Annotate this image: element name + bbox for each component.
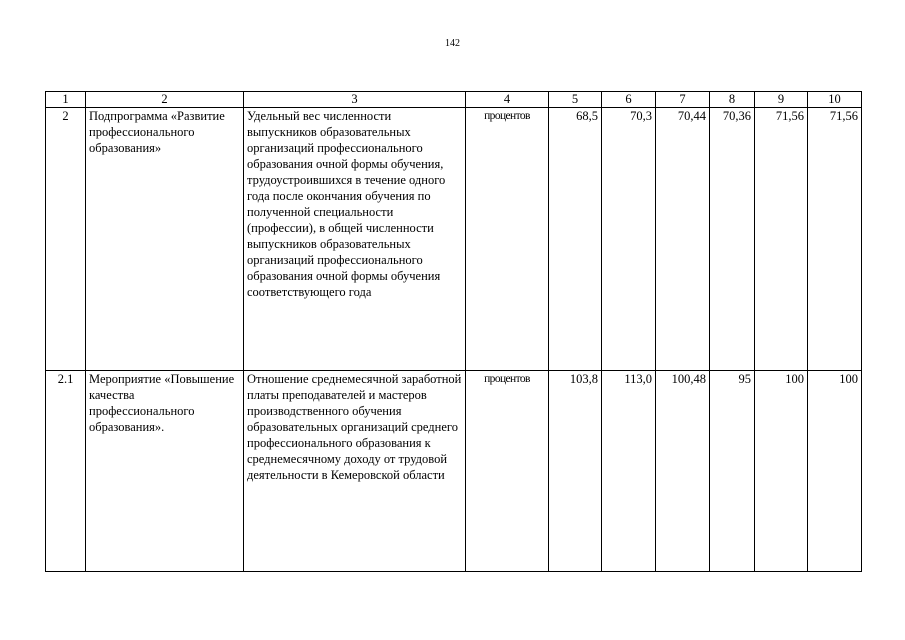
value-cell: 70,44 xyxy=(656,108,710,371)
value-cell: 71,56 xyxy=(755,108,808,371)
indicator-text: Отношение среднемесячной заработной платы преподавателей и мастеров производственного обучения образовательных организаций среднего профессионального образования к среднемесячному доходу от трудовой деятельности в Кемеровской области xyxy=(244,371,466,572)
row-number: 2 xyxy=(46,108,86,371)
column-header: 7 xyxy=(656,92,710,108)
value-cell: 95 xyxy=(710,371,755,572)
column-header: 3 xyxy=(244,92,466,108)
row-number: 2.1 xyxy=(46,371,86,572)
column-header: 1 xyxy=(46,92,86,108)
column-header: 10 xyxy=(808,92,862,108)
value-cell: 68,5 xyxy=(549,108,602,371)
column-header: 6 xyxy=(602,92,656,108)
column-header: 5 xyxy=(549,92,602,108)
table-row xyxy=(46,108,862,371)
column-header: 8 xyxy=(710,92,755,108)
value-cell: 113,0 xyxy=(602,371,656,572)
page-number: 142 xyxy=(445,38,460,49)
program-name: Подпрограмма «Развитие профессионального образования» xyxy=(86,108,244,371)
column-header: 9 xyxy=(755,92,808,108)
value-cell: 100,48 xyxy=(656,371,710,572)
value-cell: 100 xyxy=(808,371,862,572)
value-cell: 71,56 xyxy=(808,108,862,371)
unit-cell: процентов xyxy=(466,108,549,371)
value-cell: 100 xyxy=(755,371,808,572)
unit-cell: процентов xyxy=(466,371,549,572)
table-row xyxy=(46,371,862,572)
value-cell: 70,36 xyxy=(710,108,755,371)
column-header: 2 xyxy=(86,92,244,108)
indicators-table xyxy=(45,91,862,572)
table-header-row xyxy=(46,92,862,108)
indicator-text: Удельный вес численности выпускников образовательных организаций профессионального образования очной формы обучения, трудоустроившихся в течение одного года после окончания обучения по полученной специальности (профессии), в общей численности выпускников образовательных организаций профессионального образования очной формы обучения соответствующего года xyxy=(244,108,466,371)
column-header: 4 xyxy=(466,92,549,108)
program-name: Мероприятие «Повышение качества профессионального образования». xyxy=(86,371,244,572)
value-cell: 70,3 xyxy=(602,108,656,371)
value-cell: 103,8 xyxy=(549,371,602,572)
